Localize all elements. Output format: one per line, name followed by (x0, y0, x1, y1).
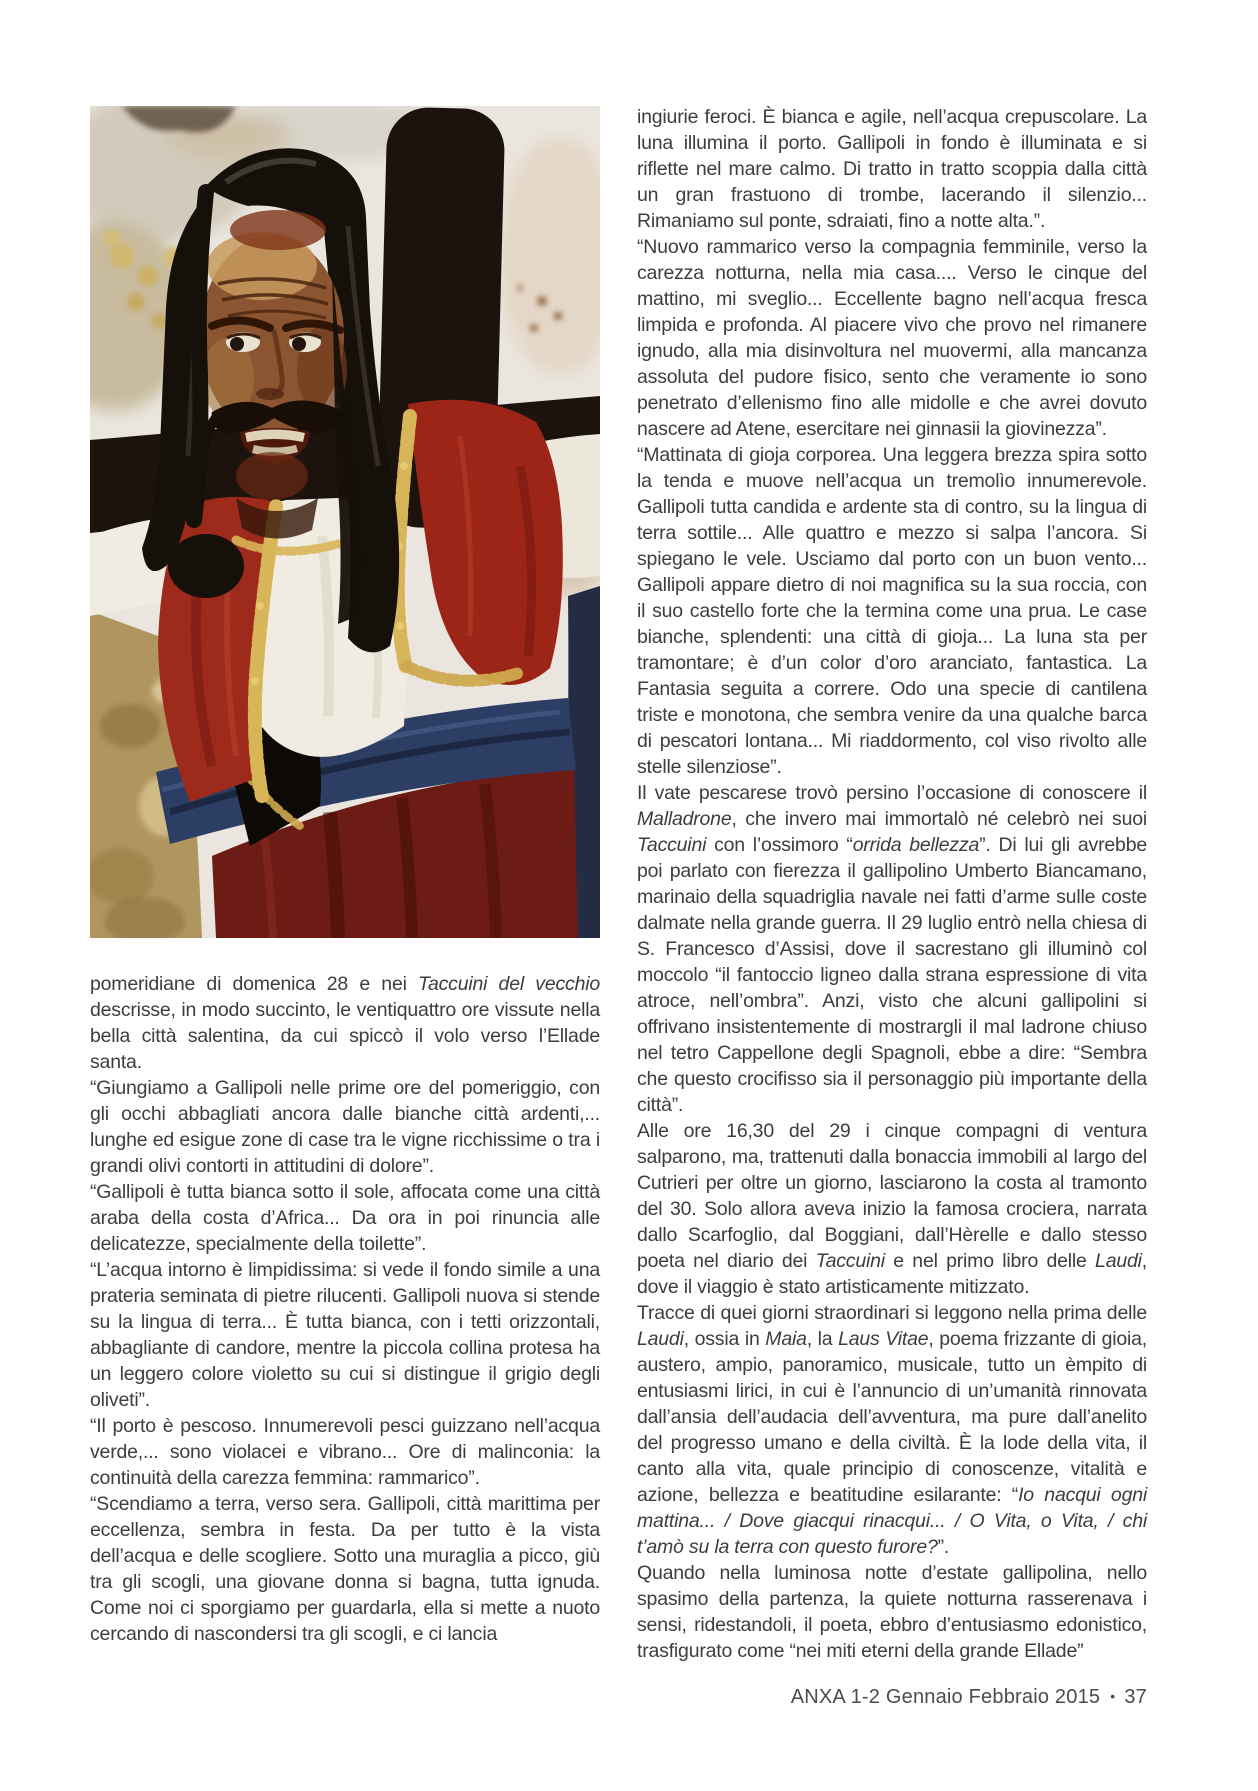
body-text: e nel primo libro delle (884, 1250, 1096, 1272)
body-text: “Il porto è pescoso. Innumerevoli pesci guizzano nell’acqua verde,... sono violacei e vibrano... Ore di malinconia: la continuità della carezza femmina: rammarico”. (90, 1415, 600, 1489)
italic-text: orrida bellezza (852, 834, 980, 856)
paragraph (90, 971, 600, 1075)
text-column-right (637, 104, 1147, 1664)
italic-text: Taccuini (637, 834, 707, 856)
body-text: “Giungiamo a Gallipoli nelle prime ore del pomeriggio, con gli occhi abbagliati ancora dalle bianche città ardenti,... lunghe ed esigue zone di case tra le vigne ricchissime o tra i grandi olivi contorti in attitudini di dolore”. (90, 1077, 600, 1177)
page-footer (637, 1686, 1147, 1709)
body-text: , che invero mai immortalò né celebrò nei suoi (731, 808, 1147, 830)
paragraph (90, 1075, 600, 1179)
body-text: ingiurie feroci. È bianca e agile, nell’acqua crepuscolare. La luna illumina il porto. Gallipoli in fondo è illuminata e si riflette nel mare calmo. Di tratto in tratto scoppia dalla città un gran frastuono di trombe, lacerando il silenzio... Rimaniamo sul ponte, sdraiati, fino a notte alta.”. (637, 106, 1147, 232)
paragraph (90, 1257, 600, 1413)
body-text: ”. (937, 1536, 950, 1558)
body-text: , ossia in (683, 1328, 766, 1350)
paragraph (637, 442, 1147, 780)
body-text: con l’ossimoro “ (706, 834, 853, 856)
body-text: “Scendiamo a terra, verso sera. Gallipoli, città marittima per eccellenza, sembra in festa. Da per tutto è la vista dell’acqua e delle scogliere. Sotto una muraglia a picco, giù tra gli scogli, una giovane donna si bagna, tutta ignuda. Come noi ci sporgiamo per guardarla, ella si mette a nuoto cercando di nascondersi tra gli scogli, e ci lancia (90, 1493, 600, 1645)
body-text: , dove il viaggio è stato artisticamente mitizzato. (637, 1250, 1147, 1298)
italic-text: Maia (765, 1328, 807, 1350)
paragraph (637, 1300, 1147, 1560)
text-column-left (90, 971, 600, 1647)
body-text: Il vate pescarese trovò persino l’occasione di conoscere il (637, 782, 1147, 804)
italic-text: Malladrone (637, 808, 732, 830)
body-text: “Nuovo rammarico verso la compagnia femminile, verso la carezza notturna, nella mia casa.... Verso le cinque del mattino, mi sveglio... Eccellente bagno nell’acqua fresca limpida e profonda. Al piacere vivo che provo nel rimanere ignudo, alla mia disinvoltura nel muovermi, alla mancanza assoluta del pudore fisico, sento che veramente io sono penetrato d’ellenismo fino alle midolle e che avrei dovuto nascere ad Atene, esercitare nei ginnasii la giovinezza”. (637, 236, 1147, 440)
italic-text: Taccuini del vecchio (418, 973, 600, 995)
body-text: Alle ore 16,30 del 29 i cinque compagni di ventura salparono, ma, trattenuti dalla bonaccia immobili al largo del Cutrieri per oltre un giorno, lasciarono la costa al tramonto del 30. Solo allora aveva inizio la famosa crociera, narrata dallo Scarfoglio, dal Boggiani, dall’Hèrelle e dallo stesso poeta nel diario dei (637, 1120, 1147, 1272)
paragraph (637, 1118, 1147, 1300)
paragraph (637, 1560, 1147, 1664)
body-text: Tracce di quei giorni straordinari si leggono nella prima delle (637, 1302, 1147, 1324)
body-text: Quando nella luminosa notte d’estate gallipolina, nello spasimo della partenza, la quiete notturna rasserenava i sensi, ridestandoli, il poeta, ebbro d’entusiasmo edonistico, trasfigurato come “nei miti eterni della grande Ellade” (637, 1562, 1147, 1662)
body-text: “Gallipoli è tutta bianca sotto il sole, affocata come una città araba della costa d’Africa... Da ora in poi rinuncia alle delicatezze, specialmente della toilette”. (90, 1181, 600, 1255)
malladrone-photo (90, 106, 600, 938)
body-text: , poema frizzante di gioia, austero, ampio, panoramico, musicale, tutto un èmpito di entusiasmi lirici, in cui è l’annuncio di un’umanità rinnovata dall’ansia dell’audacia dell’avventura, ma pure dall’anelito del progresso umano e della civiltà. È la lode della vita, il canto alla vita, quale principio di conoscenze, vitalità e azione, bellezza e beatitudine esilarante: “ (637, 1328, 1148, 1506)
italic-text: Taccuini (815, 1250, 885, 1272)
page-number: 37 (1124, 1686, 1147, 1708)
italic-text: Laudi (1095, 1250, 1142, 1272)
body-text: descrisse, in modo succinto, le ventiquattro ore vissute nella bella città salentina, da cui spiccò il volo verso l’Ellade santa. (90, 999, 600, 1073)
body-text: “L’acqua intorno è limpidissima: si vede il fondo simile a una prateria seminata di pietre rilucenti. Gallipoli nuova si stende su la lingua di terra... È tutta bianca, con i tetti orizzontali, abbagliante di candore, mentre la piccola collina protesa ha un leggero colore violetto su cui si distingue il grigio degli oliveti”. (90, 1259, 600, 1411)
body-text: , la (806, 1328, 839, 1350)
paragraph (90, 1179, 600, 1257)
body-text: “Mattinata di gioja corporea. Una leggera brezza spira sotto la tenda e muove nell’acqua un tremolìo innumerevole. Gallipoli tutta candida e ardente sta di contro, su la lingua di terra sottile... Alle quattro e mezzo si salpa l’ancora. Si spiegano le vele. Usciamo dal porto con un buon vento... Gallipoli appare dietro di noi magnifica su la sua roccia, con il suo castello forte che la termina come una prua. Le case bianche, splendenti: una città di gioja... La luna sta per tramontare; è d’un color d’oro aranciato, fantastica. La Fantasia seguita a correre. Odo una specie di cantilena triste e monotona, che sembra venire da una qualche barca di pescatori lontana... Mi riaddormento, col viso rivolto alle stelle silenziose”. (637, 444, 1147, 778)
paragraph (637, 780, 1147, 1118)
paragraph (90, 1491, 600, 1647)
paragraph (637, 234, 1147, 442)
italic-text: Laudi (637, 1328, 684, 1350)
italic-text: Io nacqui ogni mattina... / Dove giacqui rinacqui... / O Vita, o Vita, / chi t’amò su la terra con questo furore? (637, 1484, 1147, 1558)
issue-info: ANXA 1-2 Gennaio Febbraio 2015 (790, 1686, 1101, 1708)
photo-illustration (90, 106, 600, 938)
paragraph (90, 1413, 600, 1491)
body-text: pomeridiane di domenica 28 e nei (90, 973, 419, 995)
body-text: ”. Di lui gli avrebbe poi parlato con fierezza il gallipolino Umberto Biancamano, marinaio della squadriglia navale nei fatti d’arme sulle coste dalmate nella grande guerra. Il 29 luglio entrò nella chiesa di S. Francesco d’Assisi, dove il sacrestano gli illuminò col moccolo “il fantoccio ligneo dalla strana espressione di vita atroce, nell’ombra”. Anzi, visto che alcuni gallipolini si offrivano insistentemente di mostrargli il mal ladrone chiuso nel tetro Cappellone degli Spagnoli, ebbe a dire: “Sembra che questo crocifisso sia il personaggio più importante della città”. (637, 834, 1147, 1116)
paragraph (637, 104, 1147, 234)
italic-text: Laus Vitae (838, 1328, 929, 1350)
footer-separator: • (1110, 1688, 1116, 1704)
